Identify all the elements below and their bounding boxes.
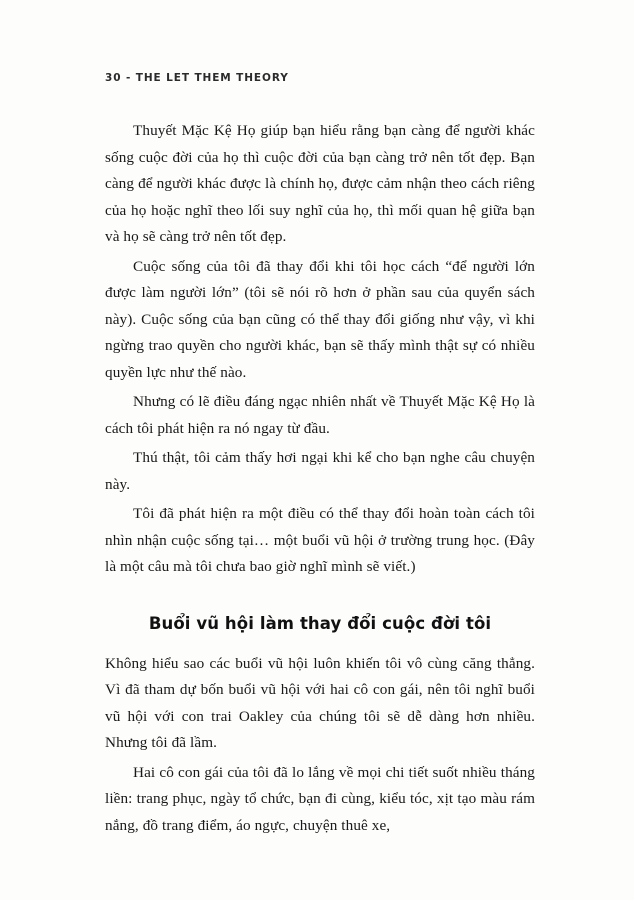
body-text-block-top <box>105 118 535 581</box>
paragraph: Hai cô con gái của tôi đã lo lắng về mọi chi tiết suốt nhiều tháng liền: trang phục, ngày tổ chức, bạn đi cùng, kiểu tóc, xịt tạo màu rám nắng, đồ trang điểm, áo ngực, chuyện thuê xe, <box>105 763 535 834</box>
paragraph: Cuộc sống của tôi đã thay đổi khi tôi học cách “để người lớn được làm người lớn” (tôi sẽ nói rõ hơn ở phần sau của quyển sách này). Cuộc sống của bạn cũng có thể thay đổi giống như vậy, vì khi ngừng trao quyền cho người khác, bạn sẽ thấy mình thật sự có nhiều quyền lực như thế nào. <box>105 257 535 381</box>
page-content <box>105 72 535 842</box>
paragraph: Tôi đã phát hiện ra một điều có thể thay đổi hoàn toàn cách tôi nhìn nhận cuộc sống tại… một buổi vũ hội ở trường trung học. (Đây là một câu mà tôi chưa bao giờ nghĩ mình sẽ viết.) <box>105 505 535 575</box>
paragraph: Thú thật, tôi cảm thấy hơi ngại khi kể cho bạn nghe câu chuyện này. <box>105 449 535 493</box>
paragraph: Thuyết Mặc Kệ Họ giúp bạn hiểu rằng bạn càng để người khác sống cuộc đời của họ thì cuộc đời của bạn càng trở nên tốt đẹp. Bạn càng để người khác được là chính họ, được cảm nhận theo cách riêng của họ hoặc nghĩ theo lối suy nghĩ của họ, thì mối quan hệ giữa bạn và họ sẽ càng trở nên tốt đẹp. <box>105 122 535 245</box>
paragraph: Không hiểu sao các buổi vũ hội luôn khiến tôi vô cùng căng thẳng. Vì đã tham dự bốn buổi vũ hội với hai cô con gái, nên tôi nghĩ buổi vũ hội với con trai Oakley của chúng tôi sẽ dễ dàng hơn nhiều. Nhưng tôi đã lầm. <box>105 654 535 751</box>
section-heading: Buổi vũ hội làm thay đổi cuộc đời tôi <box>148 613 492 633</box>
running-head: 30 - THE LET THEM THEORY <box>105 72 289 84</box>
body-text-block-bottom <box>105 651 535 840</box>
paragraph: Nhưng có lẽ điều đáng ngạc nhiên nhất về Thuyết Mặc Kệ Họ là cách tôi phát hiện ra nó ngay từ đầu. <box>105 393 535 437</box>
